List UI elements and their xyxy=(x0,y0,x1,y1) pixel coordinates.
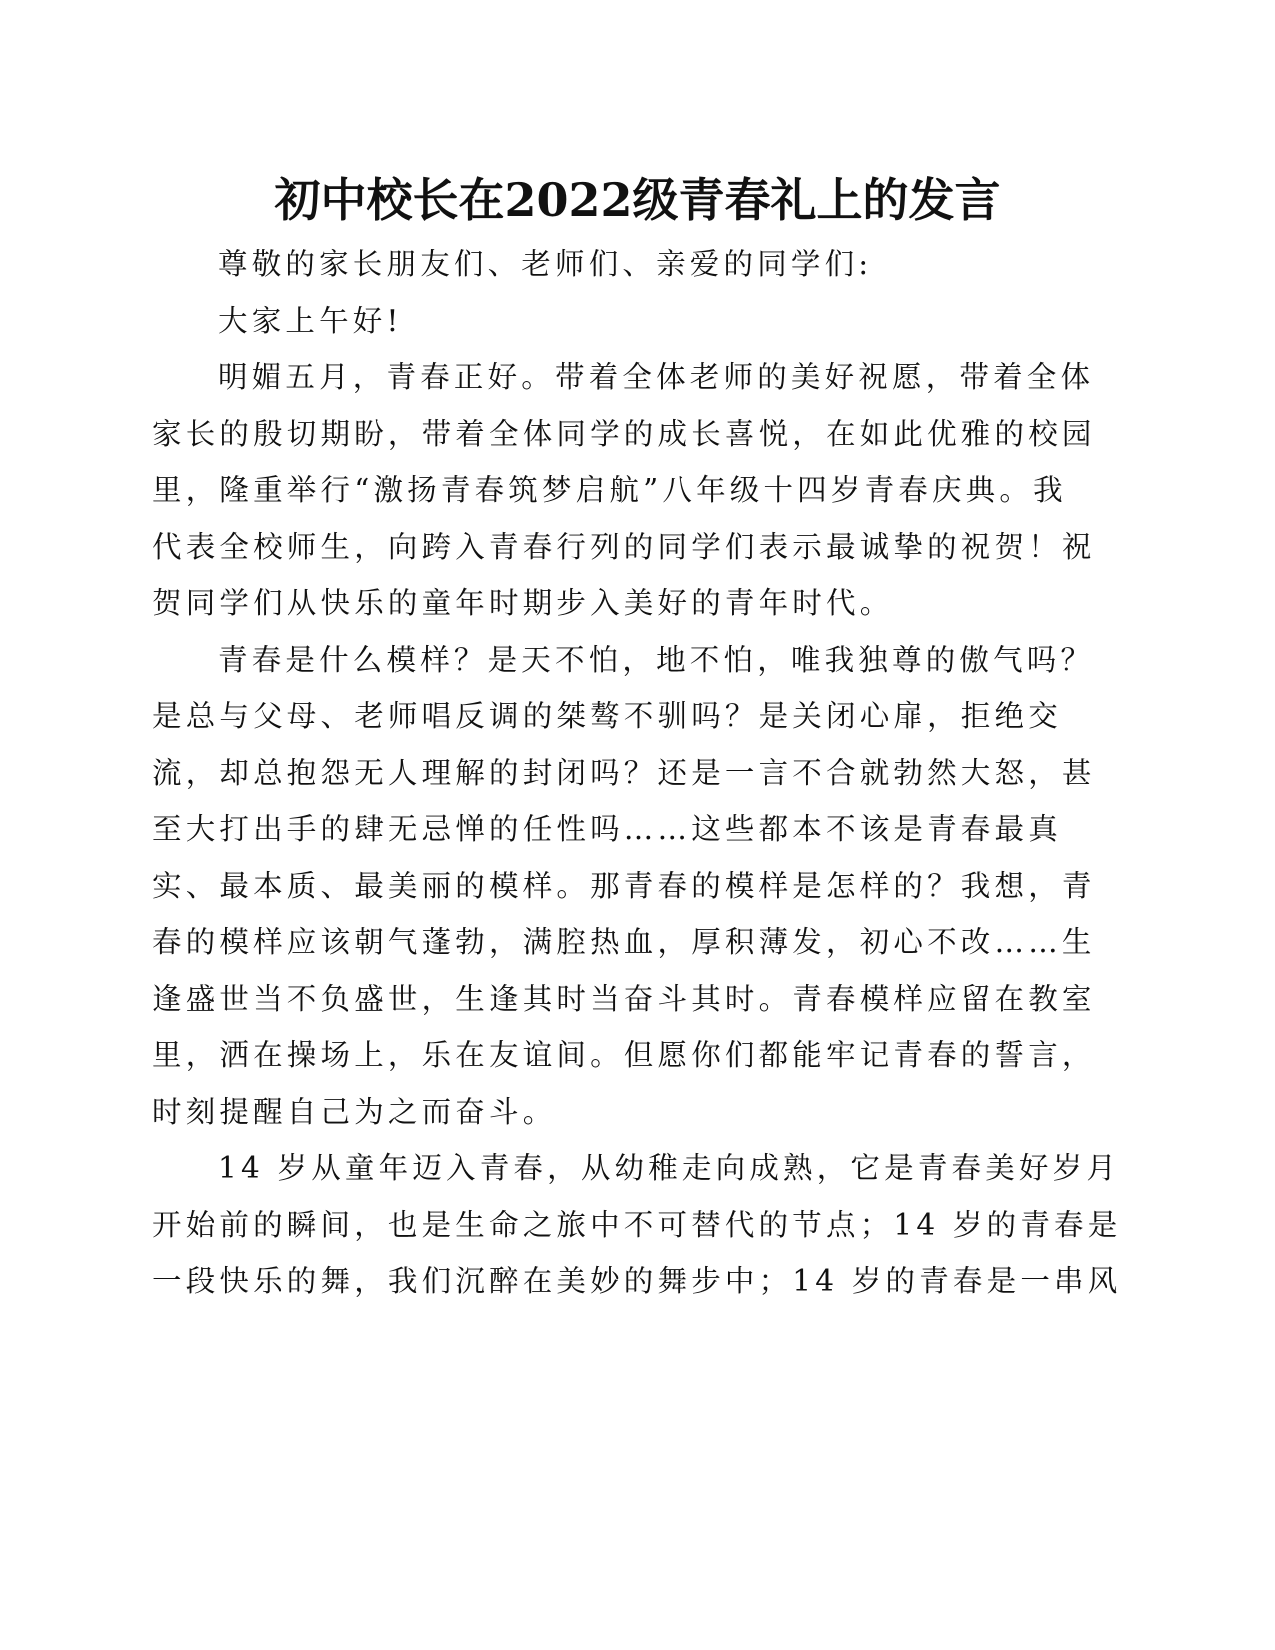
document-body xyxy=(152,236,1122,1310)
paragraph-3-line-2: 开始前的瞬间，也是生命之旅中不可替代的节点；14 岁的青春是 xyxy=(152,1207,1122,1242)
paragraph-1-line-4: 代表全校师生，向跨入青春行列的同学们表示最诚挚的祝贺！祝 xyxy=(152,529,1096,564)
greeting-line: 大家上午好! xyxy=(218,303,403,338)
salutation-line: 尊敬的家长朋友们、老师们、亲爱的同学们: xyxy=(218,247,873,281)
paragraph-2-line-6: 春的模样应该朝气蓬勃，满腔热血，厚积薄发，初心不改……生 xyxy=(152,925,1096,959)
paragraph-1-line-1: 明媚五月，青春正好。带着全体老师的美好祝愿，带着全体 xyxy=(218,360,1095,394)
paragraph-2-line-3: 流，却总抱怨无人理解的封闭吗？还是一言不合就勃然大怒，甚 xyxy=(152,755,1096,790)
paragraph-2-line-2: 是总与父母、老师唱反调的桀骜不驯吗？是关闭心扉，拒绝交 xyxy=(152,699,1062,733)
paragraph-2-line-9: 时刻提醒自己为之而奋斗。 xyxy=(152,1094,557,1129)
paragraph-2-line-8: 里，洒在操场上，乐在友谊间。但愿你们都能牢记青春的誓言， xyxy=(152,1038,1096,1072)
paragraph-1-line-2: 家长的殷切期盼，带着全体同学的成长喜悦，在如此优雅的校园 xyxy=(152,416,1096,451)
paragraph-2-line-4: 至大打出手的肆无忌惮的任性吗……这些都本不该是青春最真 xyxy=(152,812,1062,846)
paragraph-3-line-1: 14 岁从童年迈入青春，从幼稚走向成熟，它是青春美好岁月 xyxy=(218,1151,1121,1185)
paragraph-3-line-3: 一段快乐的舞，我们沉醉在美妙的舞步中；14 岁的青春是一串风 xyxy=(152,1264,1122,1298)
paragraph-2-line-7: 逢盛世当不负盛世，生逢其时当奋斗其时。青春模样应留在教室 xyxy=(152,981,1096,1016)
paragraph-2-line-5: 实、最本质、最美丽的模样。那青春的模样是怎样的？我想，青 xyxy=(152,868,1096,903)
paragraph-2-line-1: 青春是什么模样？是天不怕，地不怕，唯我独尊的傲气吗？ xyxy=(218,642,1095,677)
paragraph-1-line-5: 贺同学们从快乐的童年时期步入美好的青年时代。 xyxy=(152,586,894,620)
document-title: 初中校长在2022级青春礼上的发言 xyxy=(274,173,1001,227)
paragraph-1-line-3: 里，隆重举行“激扬青春筑梦启航”八年级十四岁青春庆典。我 xyxy=(152,473,1067,507)
